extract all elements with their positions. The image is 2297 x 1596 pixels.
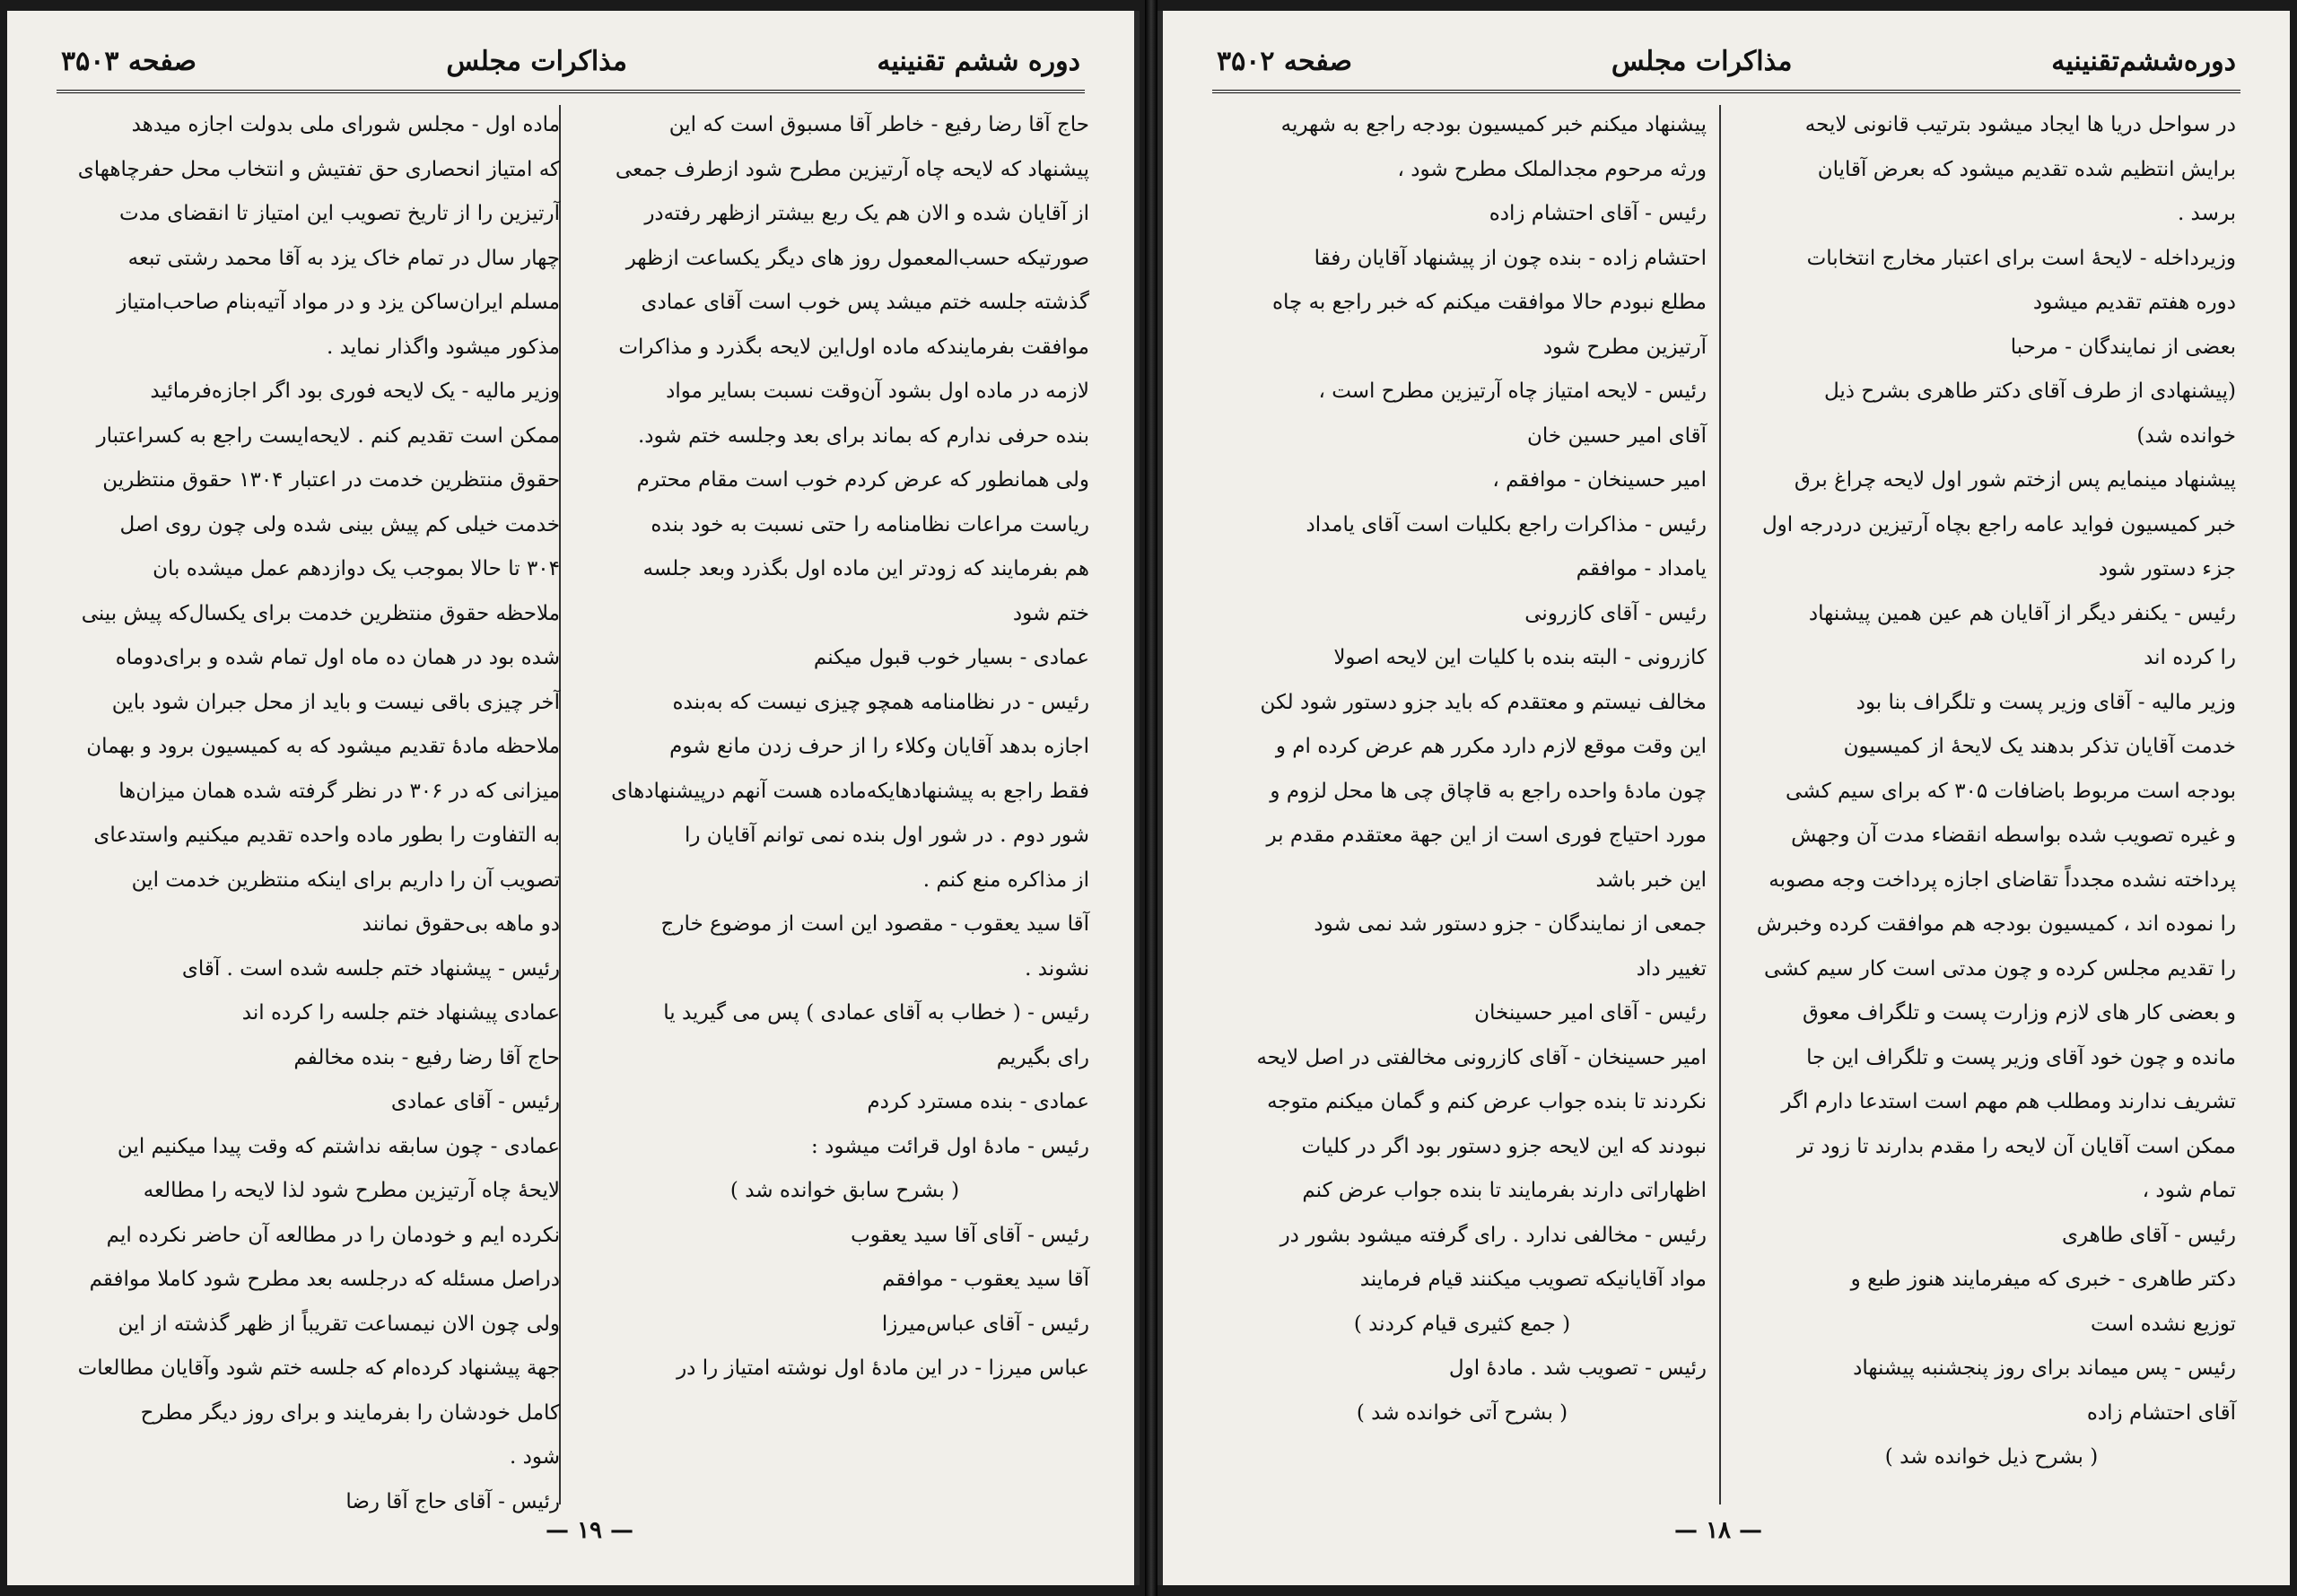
text-line: تمام شود ، — [2142, 1179, 2236, 1202]
text-line: را کرده اند — [2144, 646, 2236, 669]
text-line: ( بشرح آتی خوانده شد ) — [1356, 1400, 1568, 1425]
text-line: آقا سید یعقوب - مقصود این است از موضوع خارج — [660, 912, 1089, 936]
text-line: آخر چیزی باقی نیست و باید از محل جبران شود باین — [111, 690, 560, 714]
text-line: و غیره تصویب شده بواسطه انقضاء مدت آن وجهش — [1791, 824, 2236, 847]
left-page-footer-number: — ۱۹ — — [546, 1517, 634, 1544]
text-line: رئیس - مذاکرات راجع بکلیات است آقای یامداد — [1306, 512, 1707, 536]
text-line: مواد آقایانیکه تصویب میکنند قیام فرمایند — [1359, 1268, 1707, 1291]
text-line: هم بفرمایند که زودتر این ماده اول بگذرد وبعد جلسه — [642, 557, 1089, 580]
text-line: موافقت بفرمایند‌که ماده اول‌این لایحه بگذرد و مذاکرات — [618, 335, 1089, 359]
text-line: وزیرداخله - لایحهٔ است برای اعتبار مخارج انتخابات — [1806, 246, 2236, 270]
left-header-rule — [57, 90, 1085, 93]
left-page-number-label: صفحه ۳۵۰۳ — [61, 45, 197, 77]
right-page-number-label: صفحه ۳۵۰۲ — [1217, 45, 1352, 77]
text-line: را نموده اند ، کمیسیون بودجه هم موافقت کرده وخبرش — [1756, 912, 2236, 936]
text-line: چهار سال در تمام خاک یزد به آقا محمد رشتی تبعه — [127, 246, 560, 270]
text-line: حاج آقا رضا رفیع - بنده مخالفم — [293, 1045, 560, 1069]
text-line: جمعی از نمایندگان - جزو دستور شد نمی شود — [1314, 912, 1707, 936]
text-line: به التفاوت را بطور ماده واحده تقدیم میکنیم واستدعای — [93, 824, 560, 847]
text-line: ممکن است آقایان آن لایحه را مقدم بدارند تا زود تر — [1796, 1134, 2236, 1158]
text-line: برسد . — [2177, 202, 2236, 225]
text-line: رئیس - مخالفی ندارد . رای گرفته میشود بشور در — [1280, 1223, 1707, 1247]
text-line: آرتیزین مطرح شود — [1542, 335, 1707, 359]
text-line: عباس میرزا - در این مادهٔ اول نوشته امتیاز را در — [677, 1356, 1089, 1380]
text-line: رئیس - مادهٔ اول قرائت میشود : — [811, 1134, 1089, 1158]
text-line: که امتیاز انحصاری حق تفتیش و انتخاب محل حفرچاههای — [77, 157, 560, 181]
text-line: پیشنهاد مینمایم پس ازختم شور اول لایحه چراغ برق — [1794, 468, 2236, 492]
text-line: آقای امیر حسین خان — [1527, 423, 1707, 448]
left-page-title: مذاکرات مجلس — [446, 45, 627, 77]
left-page-header — [61, 39, 1080, 83]
text-line: پیشنهاد که لایحه چاه آرتیزین مطرح شود ازطرف جمعی — [615, 157, 1089, 181]
text-line: ممکن است تقدیم کنم . لایحه‌ایست راجع به کسراعتبار — [96, 423, 560, 448]
text-line: فقط راجع به پیشنهادهایکه‌ماده‌ هست آنهم درپیشنهادهای — [611, 779, 1089, 803]
text-line: خبر کمیسیون فواید عامه راجع بچاه آرتیزین دردرجه اول — [1761, 512, 2236, 536]
text-line: دوره هفتم تقدیم میشود — [2032, 291, 2236, 314]
text-line: و بعضی کار های لازم وزارت پست و تلگراف معوق — [1803, 1001, 2236, 1025]
text-line: پرداخته نشده مجدداً تقاضای اجازه پرداخت وجه مصوبه — [1769, 868, 2236, 892]
text-line: شده بود در همان ده ماه اول تمام شده و برای‌دوماه — [115, 646, 560, 669]
text-line: رئیس - پس میماند برای روز پنجشنبه پیشنهاد — [1853, 1356, 2236, 1380]
text-line: خدمت آقایان تذکر بدهند یک لایحهٔ از کمیسیون — [1843, 735, 2236, 758]
text-line: ولی همانطور که عرض کردم خوب است مقام محترم — [636, 468, 1089, 492]
text-line: ختم شود — [1012, 601, 1089, 625]
left-page-column-right — [600, 105, 1089, 1478]
text-line: میزانی که در ۳۰۶ در نظر گرفته شده همان میزان‌ها — [118, 779, 560, 803]
text-line: ( بشرح سابق خوانده شد ) — [729, 1179, 960, 1202]
left-page-column-left — [71, 105, 560, 1513]
text-line: دراصل مسئله که درجلسه بعد مطرح شود کاملا موافقم — [89, 1268, 560, 1291]
text-line: رئیس - آقای احتشام زاده — [1489, 202, 1707, 225]
right-column-divider — [1719, 105, 1721, 1504]
text-line: ولی چون الان نیمساعت تقریباً از ظهر گذشته از این — [118, 1312, 560, 1336]
text-line: مذکور میشود واگذار نماید . — [327, 335, 560, 359]
right-page — [1157, 11, 2290, 1585]
text-line: عمادی - بنده مسترد کردم — [867, 1090, 1089, 1113]
text-line: حقوق منتظرین خدمت در اعتبار ۱۳۰۴ حقوق منتظرین — [102, 468, 560, 492]
right-page-footer-number: — ۱۸ — — [1674, 1517, 1763, 1544]
text-line: در سواحل دریا ها ایجاد میشود بترتیب قانونی لایحه — [1804, 113, 2236, 136]
text-line: دکتر طاهری - خبری که میفرمایند هنوز طبع و — [1850, 1268, 2236, 1291]
text-line: تغییر داد — [1636, 956, 1707, 981]
text-line: رئیس - یکنفر دیگر از آقایان هم عین همین پیشنهاد — [1808, 601, 2236, 625]
text-line: (پیشنهادی از طرف آقای دکتر طاهری بشرح ذیل — [1823, 379, 2236, 403]
book-gutter — [1145, 0, 1157, 1596]
text-line: را تقدیم مجلس کرده و چون مدتی است کار سیم کشی — [1764, 956, 2236, 981]
text-line: تصویب آن را داریم برای اینکه منتظرین خدمت این — [131, 868, 560, 892]
text-line: رئیس - پیشنهاد ختم جلسه شده است . آقای — [181, 956, 560, 981]
text-line: خدمت خیلی کم پیش بینی شده ولی چون روی اصل — [119, 512, 560, 536]
text-line: جزء دستور شود — [2098, 557, 2236, 580]
text-line: ملاحظه حقوق منتظرین خدمت برای یکسال‌که پیش بینی — [81, 601, 560, 625]
text-line: پیشنهاد میکنم خبر کمیسیون بودجه راجع به شهریه — [1280, 113, 1707, 136]
text-line: صورتیکه حسب‌المعمول روز های دیگر یکساعت ازظهر — [625, 246, 1089, 270]
text-line: اجازه بدهد آقایان وکلاء را از حرف زدن مانع شوم — [669, 735, 1089, 758]
text-line: شور دوم . در شور اول بنده نمی توانم آقایان را — [685, 824, 1089, 847]
text-line: ( جمع کثیری قیام کردند ) — [1353, 1312, 1571, 1336]
text-line: آقای احتشام زاده — [2086, 1400, 2236, 1425]
text-line: رئیس - آقای آقا سید یعقوب — [851, 1223, 1089, 1247]
right-page-header — [1217, 39, 2236, 83]
text-line: از مذاکره منع کنم . — [922, 868, 1089, 892]
text-line: وزیر مالیه - یک لایحه فوری بود اگر اجازه‌فرمائید — [150, 379, 560, 403]
text-line: چون مادهٔ واحده راجع به قاچاق چی ها محل لزوم و — [1270, 779, 1707, 803]
text-line: یامداد - موافقم — [1576, 557, 1707, 580]
text-line: شود . — [509, 1445, 560, 1469]
text-line: توزیع نشده است — [2091, 1312, 2236, 1336]
text-line: امیر حسینخان - آقای کازرونی مخالفتی در اصل لایحه — [1256, 1045, 1707, 1069]
text-line: اظهاراتی دارند بفرمایند تا بنده جواب عرض کنم — [1302, 1179, 1707, 1202]
text-line: از آقایان شده و الان هم یک ربع بیشتر ازظهر رفته‌در — [644, 202, 1089, 225]
text-line: لایحهٔ چاه آرتیزین مطرح شود لذا لایحه را مطالعه — [143, 1179, 560, 1202]
text-line: خوانده شد) — [2136, 423, 2236, 448]
right-header-rule — [1212, 90, 2240, 93]
text-line: حاج آقا رضا رفیع - خاطر آقا مسبوق است که این — [668, 113, 1089, 136]
text-line: وزیر مالیه - آقای وزیر پست و تلگراف بنا بود — [1856, 690, 2236, 714]
text-line: رئیس - آقای عباس‌میرزا — [881, 1312, 1089, 1336]
text-line: گذشته جلسه ختم میشد پس خوب است آقای عمادی — [641, 291, 1089, 314]
text-line: عمادی - چون سابقه نداشتم که وقت پیدا میکنیم این — [117, 1134, 560, 1158]
text-line: رئیس - آقای طاهری — [2061, 1223, 2236, 1247]
text-line: بودجه است مربوط باضافات ۳۰۵ که برای سیم کشی — [1786, 779, 2236, 803]
text-line: آقا سید یعقوب - موافقم — [882, 1268, 1089, 1291]
text-line: نبودند که این لایحه جزو دستور بود اگر در کلیات — [1301, 1134, 1707, 1158]
text-line: بعضی از نمایندگان - مرحبا — [2010, 335, 2236, 359]
text-line: ریاست مراعات نظامنامه را حتی نسبت به خود بنده — [651, 512, 1089, 536]
text-line: رئیس - آقای عمادی — [390, 1090, 560, 1113]
text-line: جهة پیشنهاد کرده‌ام که جلسه ختم شود وآقایان مطالعات — [77, 1356, 560, 1380]
right-page-session: دوره‌ششم‌تقنینیه — [2051, 45, 2236, 77]
text-line: رئیس - آقای کازرونی — [1524, 601, 1707, 625]
text-line: این خبر باشد — [1595, 868, 1707, 892]
text-line: تشریف ندارند ومطلب هم مهم است استدعا دارم اگر — [1781, 1090, 2236, 1113]
text-line: رئیس - آقای امیر حسینخان — [1474, 1001, 1707, 1025]
text-line: لازمه در ماده اول بشود آن‌وقت نسبت بسایر مواد — [666, 379, 1089, 403]
text-line: مورد احتیاج فوری است از این جهة معتقدم مقدم بر — [1266, 824, 1707, 847]
text-line: مسلم ایران‌ساکن یزد و در مواد آتیه‌بنام صاحب‌امتیاز — [117, 291, 560, 314]
text-line: مانده و چون خود آقای وزیر پست و تلگراف این جا — [1806, 1045, 2236, 1069]
text-line: ورثه مرحوم مجدالملک مطرح شود ، — [1397, 157, 1707, 181]
text-line: کازرونی - البته بنده با کلیات این لایحه اصولا — [1333, 646, 1707, 669]
text-line: این وقت موقع لازم دارد مکرر هم عرض کرده ام و — [1275, 735, 1707, 758]
text-line: مخالف نیستم و معتقدم که باید جزو دستور شود لکن — [1260, 690, 1707, 714]
text-line: عمادی پیشنهاد ختم جلسه را کرده اند — [241, 1001, 560, 1025]
text-line: رئیس - لایحه امتیاز چاه آرتیزین مطرح است ، — [1318, 379, 1707, 403]
text-line: ملاحظه مادهٔ تقدیم میشود که به کمیسیون برود و بهمان — [86, 735, 560, 758]
text-line: ماده اول - مجلس شورای ملی بدولت اجازه میدهد — [131, 113, 560, 136]
text-line: امیر حسینخان - موافقم ، — [1492, 468, 1707, 492]
left-page — [7, 11, 1140, 1585]
text-line: آرتیزین را از تاریخ تصویب این امتیاز تا انقضای مدت — [118, 202, 560, 225]
text-line: رای بگیریم — [996, 1045, 1089, 1069]
text-line: نشوند . — [1025, 956, 1089, 981]
text-line: نکرده ایم و خودمان را در مطالعه آن حاضر نکرده ایم — [106, 1223, 560, 1247]
text-line: رئیس - در نظامنامه همچو چیزی نیست که به‌بنده — [672, 690, 1089, 714]
text-line: بنده حرفی ندارم که بماند برای بعد وجلسه ختم شود. — [637, 423, 1089, 448]
text-line: ۳۰۴ تا حالا بموجب یک دوازدهم عمل میشده بان — [153, 557, 560, 580]
text-line: دو ماهه بی‌حقوق نمانند — [362, 912, 560, 936]
text-line: برایش انتظیم شده تقدیم میشود که بعرض آقایان — [1817, 157, 2236, 181]
right-page-title: مذاکرات مجلس — [1611, 45, 1793, 77]
right-page-column-left — [1218, 105, 1707, 1478]
left-page-session: دوره ششم تقنینیه — [877, 45, 1080, 77]
text-line: نکردند تا بنده جواب عرض کنم و گمان میکنم متوجه — [1267, 1090, 1707, 1113]
text-line: مطلع نبودم حالا موافقت میکنم که خبر راجع به چاه — [1272, 291, 1707, 314]
text-line: احتشام زاده - بنده چون از پیشنهاد آقایان رفقا — [1314, 246, 1707, 270]
text-line: رئیس - تصویب شد . مادهٔ اول — [1448, 1356, 1707, 1380]
text-line: رئیس - ( خطاب به آقای عمادی ) پس می گیرید یا — [663, 1001, 1089, 1025]
right-page-column-right — [1747, 105, 2236, 1478]
text-line: ( بشرح ذیل خوانده شد ) — [1884, 1445, 2099, 1469]
text-line: رئیس - آقای حاج آقا رضا — [345, 1489, 560, 1513]
text-line: کامل خودشان را بفرمایند و برای روز دیگر مطرح — [140, 1400, 560, 1425]
text-line: عمادی - بسیار خوب قبول میکنم — [813, 646, 1089, 669]
